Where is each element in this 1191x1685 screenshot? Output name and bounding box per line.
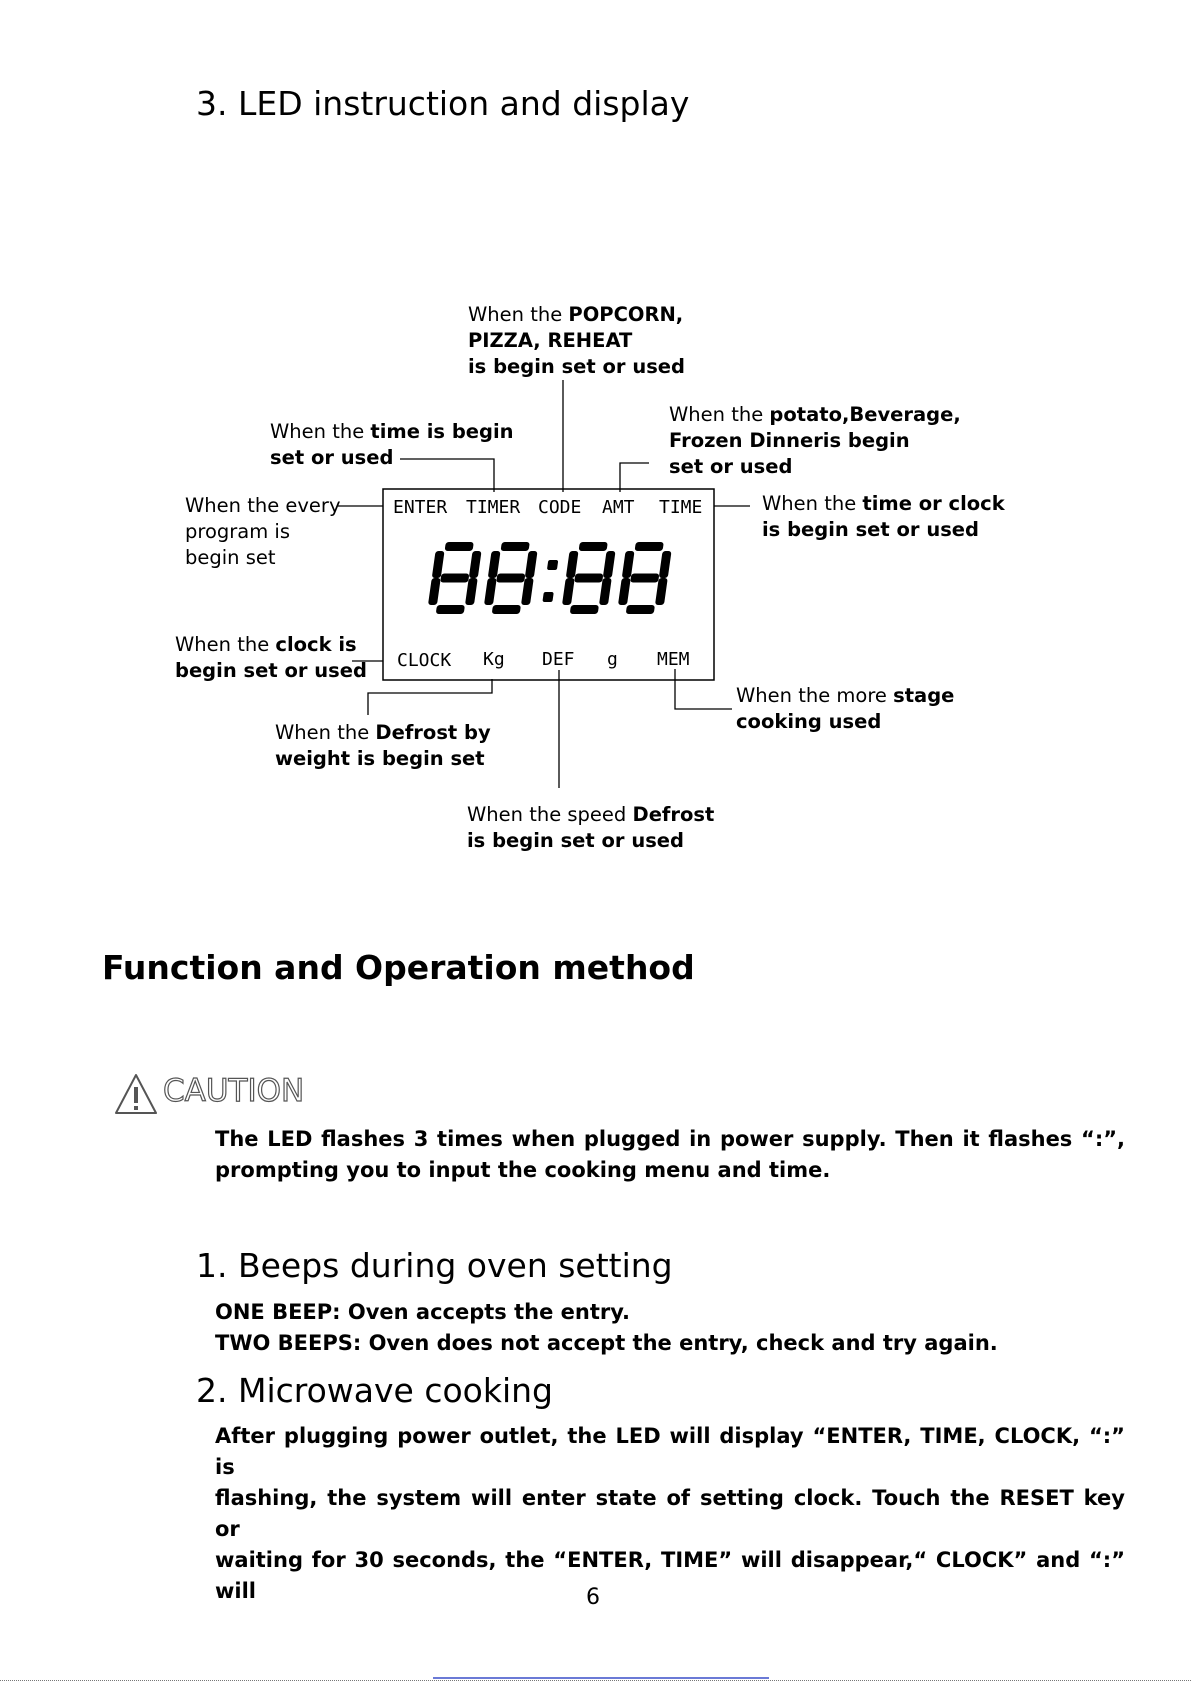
bottom-link-bar: [433, 1677, 769, 1679]
lcd-segment: [574, 574, 603, 583]
beeps-line-2: TWO BEEPS: Oven does not accept the entry, check and try again.: [215, 1331, 998, 1355]
callout-time-begin: When the time is begin set or used: [270, 420, 514, 469]
caution-label: CAUTION: [163, 1073, 305, 1109]
lcd-label-timer: TIMER: [466, 497, 521, 518]
lcd-colon-dot: [547, 560, 558, 570]
lcd-label-clock: CLOCK: [397, 650, 452, 671]
lcd-label-code: CODE: [538, 497, 582, 518]
lcd-segment: [501, 542, 530, 551]
lcd-segment: [484, 578, 497, 605]
lcd-segment: [635, 542, 664, 551]
lcd-segment: [436, 605, 465, 614]
lcd-segment: [570, 605, 599, 614]
microwave-line-3: waiting for 30 seconds, the “ENTER, TIME” will disappear,“ CLOCK” and “:” will: [215, 1548, 1125, 1603]
lcd-segment: [428, 578, 441, 605]
callout-defrost-weight: When the Defrost by weight is begin set: [275, 721, 491, 770]
callout-time-clock: When the time or clock is begin set or used: [762, 492, 1005, 541]
microwave-heading: 2. Microwave cooking: [196, 1371, 553, 1410]
lcd-label-amt: AMT: [602, 497, 635, 518]
lcd-segment: [599, 578, 612, 605]
microwave-line-2: flashing, the system will enter state of setting clock. Touch the RESET key or: [215, 1486, 1125, 1541]
lcd-segment: [562, 578, 575, 605]
callout-clock: When the clock is begin set or used: [175, 633, 367, 682]
beeps-heading: 1. Beeps during oven setting: [196, 1246, 673, 1285]
caution-line-2: prompting you to input the cooking menu and time.: [215, 1158, 831, 1182]
caution-line-1: The LED flashes 3 times when plugged in power supply. Then it flashes “:”,: [215, 1127, 1125, 1151]
section-title: 3. LED instruction and display: [196, 84, 690, 123]
caution-paragraph: [215, 1124, 1125, 1186]
callout-more-stage: When the more stage cooking used: [736, 684, 955, 733]
lcd-segment: [496, 574, 525, 583]
callout-speed-defrost: When the speed Defrost is begin set or used: [467, 803, 715, 852]
lcd-segment: [626, 605, 655, 614]
lcd-segment: [432, 551, 445, 578]
lcd-segment: [618, 578, 631, 605]
beeps-paragraph: [215, 1297, 1125, 1359]
lcd-segment: [488, 551, 501, 578]
lcd-segment: [465, 578, 478, 605]
lcd-segment: [579, 542, 608, 551]
lcd-label-time: TIME: [659, 497, 703, 518]
main-heading: Function and Operation method: [102, 948, 695, 987]
callout-popcorn: When the POPCORN, PIZZA, REHEAT is begin set or used: [468, 303, 685, 378]
lcd-segment: [655, 578, 668, 605]
lcd-segment: [445, 542, 474, 551]
lcd-segment: [622, 551, 635, 578]
lcd-segment: [521, 578, 534, 605]
lcd-segment: [469, 551, 482, 578]
lcd-colon-dot: [542, 592, 553, 602]
callout-potato: When the potato,Beverage, Frozen Dinneris begin set or used: [669, 403, 961, 478]
callout-every-program: When the every program is begin set: [185, 494, 341, 569]
beeps-line-1: ONE BEEP: Oven accepts the entry.: [215, 1300, 630, 1324]
lcd-segment: [659, 551, 672, 578]
lcd-label-mem: MEM: [657, 649, 690, 670]
bottom-rule: [0, 1680, 1191, 1681]
lcd-segment: [603, 551, 616, 578]
lcd-label-enter: ENTER: [393, 497, 448, 518]
lcd-label-kg: Kg: [483, 649, 505, 670]
page-number: 6: [586, 1585, 600, 1610]
warning-triangle-icon: [113, 1072, 159, 1116]
lcd-label-def: DEF: [542, 649, 575, 670]
lcd-segment: [525, 551, 538, 578]
microwave-paragraph: [215, 1421, 1125, 1607]
lcd-segment: [440, 574, 469, 583]
lcd-segment: [492, 605, 521, 614]
lcd-digits: [427, 542, 673, 614]
microwave-line-1: After plugging power outlet, the LED will display “ENTER, TIME, CLOCK, “:” is: [215, 1424, 1125, 1479]
lcd-segment: [566, 551, 579, 578]
lcd-segment: [630, 574, 659, 583]
lcd-label-g: g: [607, 649, 618, 670]
